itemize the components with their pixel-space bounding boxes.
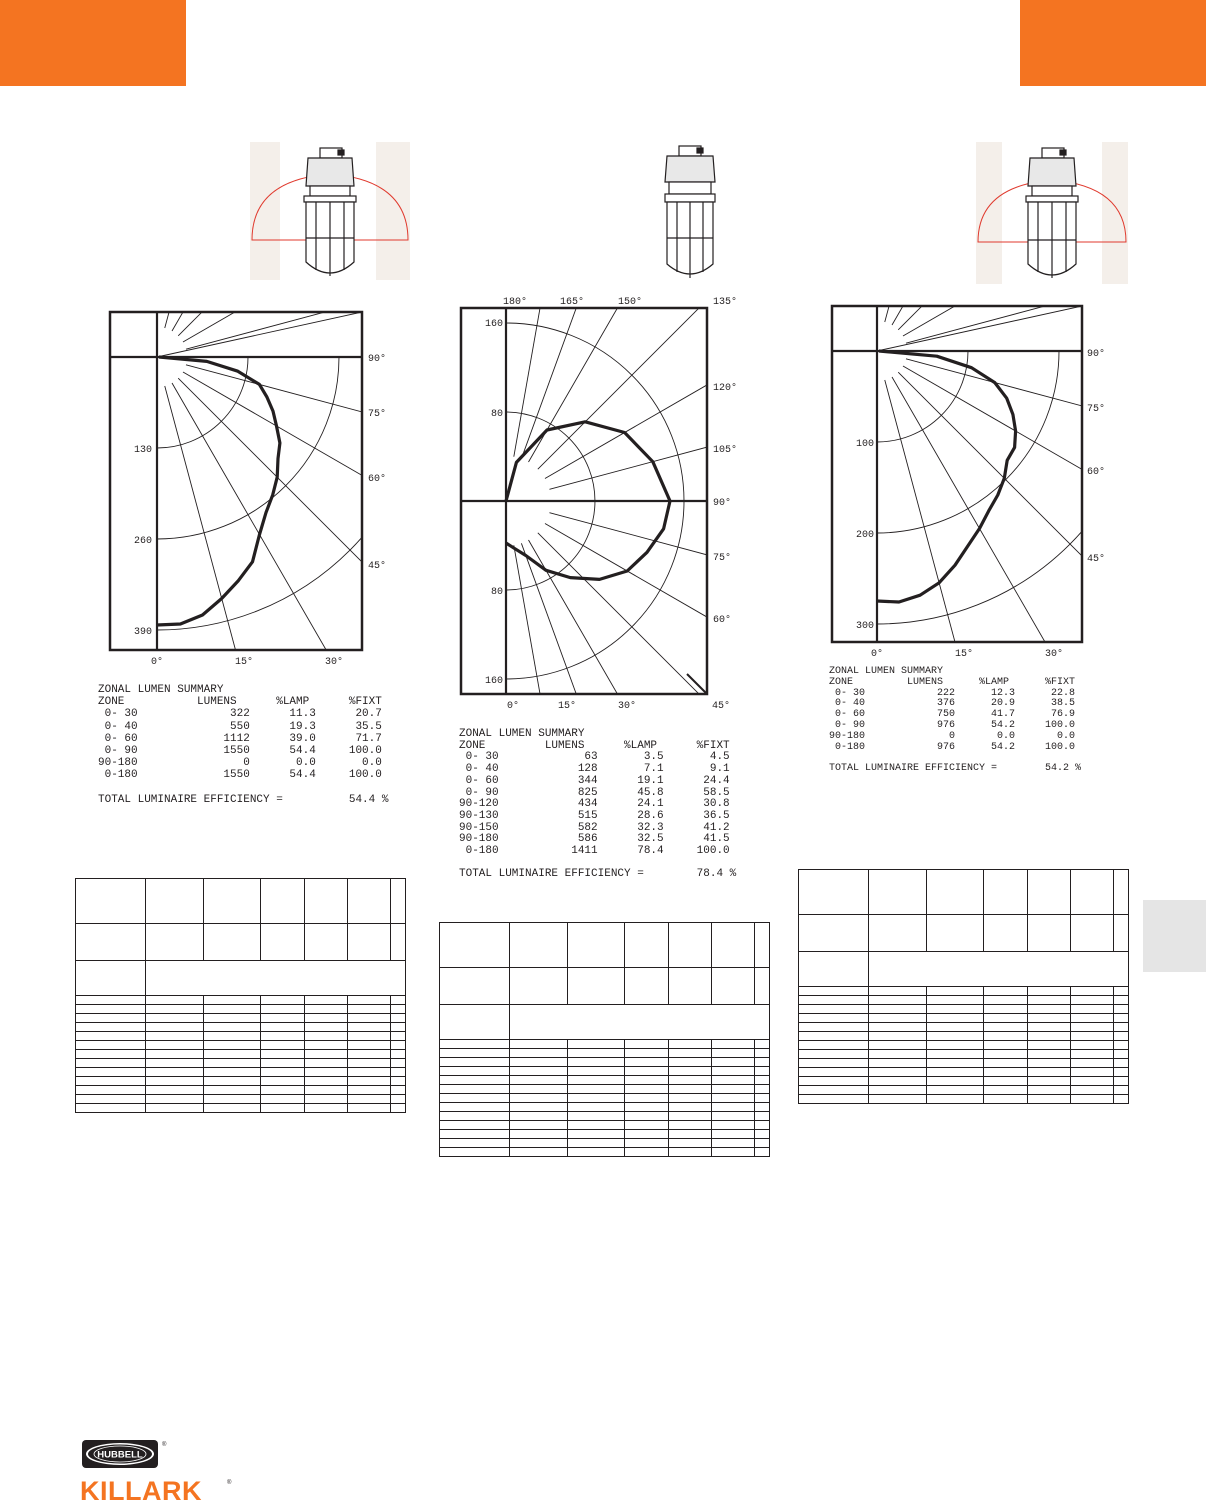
- angle-label: 0°: [150, 657, 164, 668]
- table-row: [799, 1041, 1129, 1050]
- killark-wordmark: KILLARK: [80, 1476, 202, 1506]
- summary-row: 0- 30 222 12.3 22.8: [829, 687, 1076, 699]
- radial-label: 160: [484, 676, 503, 687]
- killark-logo: [80, 1438, 240, 1506]
- table-row: [440, 1112, 770, 1121]
- hubbell-wordmark: HUBBELL: [97, 1449, 143, 1461]
- angle-label: 90°: [1087, 349, 1106, 360]
- table-row: [76, 1050, 406, 1059]
- svg-text:®: ®: [227, 1480, 232, 1486]
- summary-row: 0- 60 344 19.1 24.4: [459, 774, 730, 787]
- summary-row: 90-150 582 32.3 41.2: [459, 821, 730, 834]
- section-tab: [1143, 900, 1206, 972]
- angle-label: 45°: [368, 561, 387, 572]
- angle-label: 45°: [1087, 554, 1106, 565]
- summary-row: 0- 30 322 11.3 20.7: [98, 708, 382, 721]
- summary-row: 0- 90 1550 54.4 100.0: [98, 745, 382, 758]
- candlepower-curve-c: [877, 351, 1016, 602]
- zonal-lumen-summary-a: [98, 684, 388, 806]
- angle-label: 180°: [502, 297, 528, 308]
- radial-label: 300: [855, 621, 874, 632]
- angle-label: 30°: [617, 701, 637, 712]
- data-table-c: [798, 869, 1129, 1104]
- table-row: [799, 870, 1129, 915]
- table-row: [440, 1139, 770, 1148]
- summary-row: 0- 60 1112 39.0 71.7: [98, 732, 382, 745]
- hubbell-logo: [82, 1440, 167, 1468]
- polar-grid-ray: [172, 383, 400, 672]
- angle-label: 75°: [368, 409, 387, 420]
- radial-label: 80: [490, 409, 503, 420]
- table-row: [76, 1005, 406, 1014]
- table-row: [76, 1095, 406, 1104]
- zonal-lumen-summary-b: [459, 729, 736, 881]
- fixture-illustration-reflector: [250, 142, 410, 280]
- table-row: [440, 1040, 770, 1049]
- angle-label: 45°: [711, 701, 731, 712]
- table-row: [76, 1086, 406, 1095]
- table-row: [799, 1023, 1129, 1032]
- table-row: [76, 1059, 406, 1068]
- summary-row: 90-130 515 28.6 36.5: [459, 809, 730, 822]
- angle-label: 75°: [1087, 404, 1106, 415]
- table-row: [799, 1050, 1129, 1059]
- table-row: [76, 1041, 406, 1050]
- angle-label: 30°: [324, 657, 344, 668]
- polar-grid-ray: [545, 524, 740, 702]
- table-row: [440, 1103, 770, 1112]
- table-row: [799, 1077, 1129, 1086]
- summary-header-row: ZONE LUMENS %LAMP %FIXT: [829, 676, 1076, 688]
- polar-grid-ray: [538, 292, 740, 469]
- table-row: [799, 1068, 1129, 1077]
- table-row: [76, 1104, 406, 1113]
- angle-label: 0°: [870, 649, 884, 660]
- table-row: [76, 961, 406, 996]
- summary-row: 0- 90 825 45.8 58.5: [459, 786, 730, 799]
- candlepower-plot-b: [455, 292, 740, 712]
- polar-grid-ray: [903, 366, 1122, 601]
- polar-grid-ray: [885, 380, 1007, 662]
- summary-total: TOTAL LUMINAIRE EFFICIENCY = 54.2 %: [829, 763, 1082, 775]
- angle-label: 60°: [1087, 467, 1106, 478]
- table-row: [799, 987, 1129, 996]
- table-row: [76, 879, 406, 924]
- polar-grid-ray: [549, 397, 740, 489]
- polar-grid-ray: [898, 298, 1122, 330]
- polar-grid-ray: [521, 543, 642, 712]
- table-row: [440, 1085, 770, 1094]
- polar-grid-ray: [549, 513, 740, 605]
- table-row: [76, 1032, 406, 1041]
- summary-row: 0- 40 550 19.3 35.5: [98, 720, 382, 733]
- summary-row: 0- 40 128 7.1 9.1: [459, 763, 730, 776]
- polar-grid-ray: [903, 298, 1122, 336]
- fixture-illustration-reflector-2: [976, 142, 1128, 284]
- angle-label: 135°: [712, 297, 738, 308]
- plot-frame: [110, 312, 362, 650]
- table-row: [440, 1058, 770, 1067]
- angle-label: 60°: [368, 474, 387, 485]
- radial-label: 160: [484, 319, 503, 330]
- table-row: [799, 915, 1129, 952]
- summary-total: TOTAL LUMINAIRE EFFICIENCY = 78.4 %: [459, 868, 737, 881]
- zonal-lumen-summary-c: [829, 667, 1081, 775]
- fixture-illustration-globe: [655, 142, 735, 280]
- table-row: [799, 1014, 1129, 1023]
- polar-grid-ray: [165, 302, 287, 328]
- table-row: [440, 1067, 770, 1076]
- polar-grid-ray: [172, 302, 400, 331]
- table-row: [76, 1068, 406, 1077]
- summary-row: 0- 40 376 20.9 38.5: [829, 698, 1076, 710]
- summary-row: 90-180 0 0.0 0.0: [829, 730, 1076, 742]
- polar-grid-ray: [529, 540, 707, 712]
- radial-label: 80: [490, 587, 503, 598]
- summary-header-row: ZONE LUMENS %LAMP %FIXT: [98, 696, 382, 709]
- summary-row: 0-180 976 54.2 100.0: [829, 741, 1076, 753]
- summary-row: 0-180 1411 78.4 100.0: [459, 845, 730, 858]
- table-row: [440, 968, 770, 1005]
- polar-grid-ray: [892, 298, 1122, 325]
- table-row: [440, 923, 770, 968]
- angle-label: 75°: [713, 553, 732, 564]
- polar-grid-ray: [178, 378, 400, 672]
- polar-grid-ray: [885, 298, 1007, 322]
- table-row: [799, 1005, 1129, 1014]
- summary-row: 0- 30 63 3.5 4.5: [459, 751, 730, 764]
- summary-title: ZONAL LUMEN SUMMARY: [829, 666, 944, 677]
- svg-text:®: ®: [162, 1442, 167, 1448]
- polar-grid-ray: [186, 302, 400, 349]
- radial-label: 390: [133, 627, 152, 638]
- candlepower-plot-a: [100, 302, 400, 672]
- angle-label: 120°: [713, 383, 738, 394]
- angle-label: 60°: [713, 615, 732, 626]
- table-row: [440, 1049, 770, 1058]
- summary-header-row: ZONE LUMENS %LAMP %FIXT: [459, 739, 730, 752]
- table-row: [440, 1148, 770, 1157]
- polar-grid-ray: [186, 365, 400, 487]
- summary-row: 0- 90 976 54.2 100.0: [829, 719, 1076, 731]
- summary-row: 90-180 0 0.0 0.0: [98, 757, 382, 770]
- angle-label: 90°: [368, 354, 387, 365]
- table-row: [799, 952, 1129, 987]
- radial-label: 100: [855, 439, 874, 450]
- summary-row: 0-180 1550 54.4 100.0: [98, 769, 382, 782]
- angle-label: 30°: [1044, 649, 1064, 660]
- table-row: [440, 1130, 770, 1139]
- angle-label: 15°: [234, 657, 254, 668]
- table-row: [799, 1032, 1129, 1041]
- plot-frame: [832, 306, 1082, 642]
- summary-title: ZONAL LUMEN SUMMARY: [459, 728, 585, 740]
- table-row: [799, 996, 1129, 1005]
- table-row: [440, 1121, 770, 1130]
- data-table-b: [439, 922, 770, 1157]
- orange-header-tab-left: [0, 0, 186, 86]
- data-table-a: [75, 878, 406, 1113]
- table-row: [440, 1094, 770, 1103]
- angle-label: 165°: [559, 297, 585, 308]
- angle-label: 15°: [557, 701, 577, 712]
- polar-grid-ray: [183, 302, 400, 342]
- radial-label: 200: [855, 530, 874, 541]
- orange-header-tab-right: [1020, 0, 1206, 86]
- angle-label: 0°: [506, 701, 520, 712]
- radial-label: 130: [133, 445, 152, 456]
- table-row: [76, 1014, 406, 1023]
- table-row: [76, 996, 406, 1005]
- polar-grid-ray: [178, 302, 400, 336]
- summary-row: 90-120 434 24.1 30.8: [459, 798, 730, 811]
- angle-label: 15°: [954, 649, 974, 660]
- summary-row: 0- 60 750 41.7 76.9: [829, 709, 1076, 721]
- table-row: [440, 1076, 770, 1085]
- angle-label: 90°: [713, 498, 732, 509]
- angle-label: 105°: [713, 445, 738, 456]
- radial-label: 260: [133, 536, 152, 547]
- summary-total: TOTAL LUMINAIRE EFFICIENCY = 54.4 %: [98, 793, 389, 806]
- table-row: [799, 1086, 1129, 1095]
- table-row: [799, 1095, 1129, 1104]
- table-row: [76, 1023, 406, 1032]
- table-row: [76, 1077, 406, 1086]
- summary-row: [98, 782, 388, 794]
- candlepower-plot-c: [822, 298, 1122, 662]
- angle-label: 150°: [617, 297, 643, 308]
- summary-title: ZONAL LUMEN SUMMARY: [98, 684, 224, 696]
- table-row: [799, 1059, 1129, 1068]
- table-row: [76, 924, 406, 961]
- summary-row: 90-180 586 32.5 41.5: [459, 833, 730, 846]
- table-row: [440, 1005, 770, 1040]
